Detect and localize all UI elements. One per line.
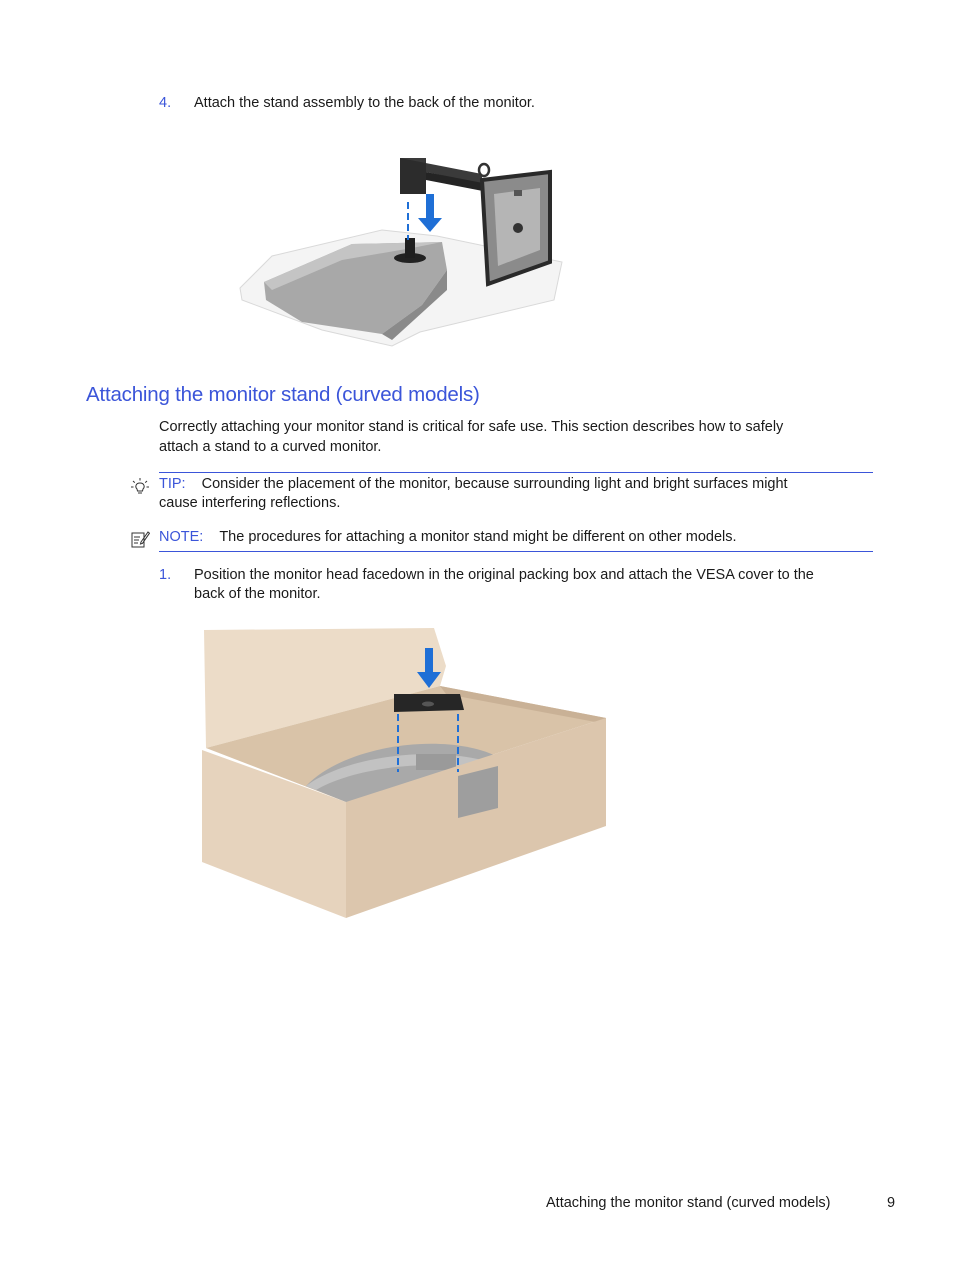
tip-line-2: cause interfering reflections. [159,495,341,511]
step-number: 1. [159,567,172,583]
lightbulb-icon [130,477,150,497]
footer-title: Attaching the monitor stand (curved models) [546,1195,831,1211]
intro-line-2: attach a stand to a curved monitor. [159,439,382,455]
step-number: 4. [159,95,172,111]
packing-box-illustration [196,626,608,920]
stand-assembly-illustration [232,150,572,356]
section-title: Attaching the monitor stand (curved models) [86,383,480,406]
tip-line-1 [159,475,788,495]
step-text-line-1: Position the monitor head facedown in the original packing box and attach the VESA cover to the [194,567,814,583]
note-label: NOTE: [159,529,204,545]
page-number: 9 [887,1195,896,1211]
tip-label: TIP: [159,476,186,492]
intro-line-1: Correctly attaching your monitor stand is critical for safe use. This section describes how to safely [159,419,784,435]
note-line [159,528,737,548]
step-text-line-2: back of the monitor. [194,586,321,602]
note-bottom-rule [159,551,873,552]
tip-top-rule [159,472,873,473]
note-text: The procedures for attaching a monitor stand might be different on other models. [219,529,737,545]
note-icon [130,529,150,549]
step-text: Attach the stand assembly to the back of the monitor. [194,95,535,111]
tip-text-1: Consider the placement of the monitor, because surrounding light and bright surfaces might [201,476,788,492]
